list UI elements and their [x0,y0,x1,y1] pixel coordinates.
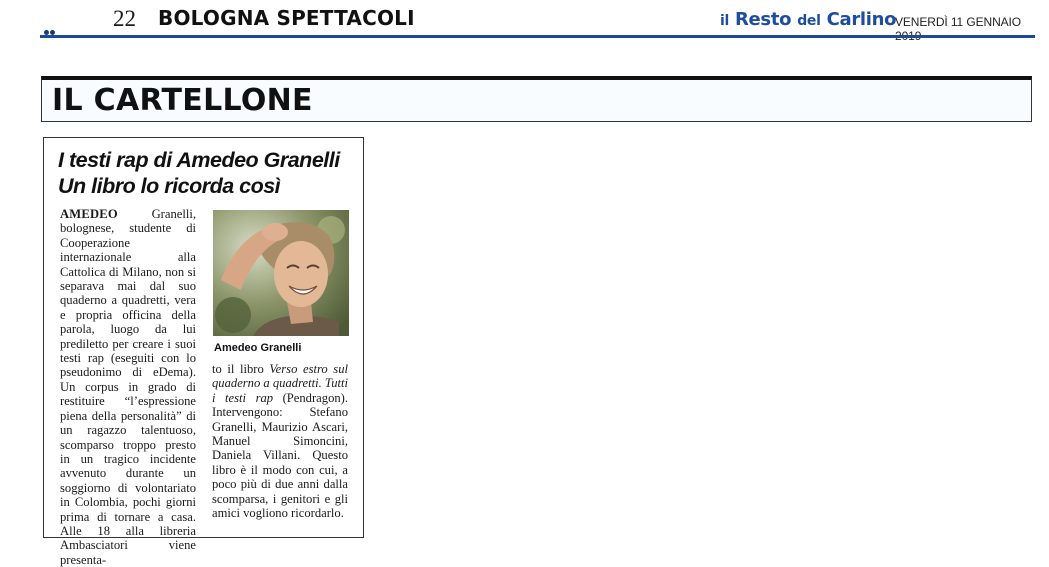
section-title: BOLOGNA SPETTACOLI [158,6,415,30]
article-column-right [212,362,348,520]
newspaper-logo [720,9,896,30]
page-header [40,6,1036,34]
article-headline [58,147,358,199]
lead-word: AMEDEO [60,207,118,221]
body-right-pre: to il libro [212,362,270,376]
article-column-left [60,207,196,567]
body-left-text: Granelli, bolognese, studente di Cooperazione internazionale alla Cattolica di Milano, non si separava mai dal suo quaderno a quadretti, vera e propria officina della parola, luogo da lui prediletto per creare i suoi testi rap (eseguiti con lo pseudonimo di eDema). Un corpus in grado di restituire “l’espressione piena della personalità” di un ragazzo talentuoso, scomparso troppo presto in un tragico incidente avvenuto durante un soggiorno di volontariato in Colombia, pochi giorni prima di tornare a casa. Alle 18 alla libreria Ambasciatori viene presenta- [60,207,196,567]
body-right-post: (Pendragon). Intervengono: Stefano Granelli, Maurizio Ascari, Manuel Simoncini, Daniela Villani. Questo libro è il modo con cui, a poco più di due anni dalla scomparsa, i genitori e gli amici vogliono ricordarlo. [212,390,348,521]
bullet-dots-icon [44,22,56,28]
issue-date: VENERDÌ 11 GENNAIO [895,15,1022,29]
logo-prefix: il [720,13,729,29]
portrait-photo [213,210,349,336]
photo-caption: Amedeo Granelli [214,342,302,354]
cartellone-title: IL CARTELLONE [52,83,313,118]
headline-line-1: I testi rap di Amedeo Granelli [58,148,340,172]
cartellone-banner [41,76,1032,122]
header-divider [40,35,1035,38]
portrait-image [213,210,349,336]
page-number: 22 [113,6,136,31]
logo-end: Carlino [826,9,897,30]
logo-main: Resto [734,9,792,30]
logo-mid: del [797,13,821,29]
book-title: Verso estro sul quaderno a quadretti. Tutti i testi rap [212,362,348,405]
article-box [43,137,364,567]
headline-line-2: Un libro lo ricorda così [58,174,281,198]
